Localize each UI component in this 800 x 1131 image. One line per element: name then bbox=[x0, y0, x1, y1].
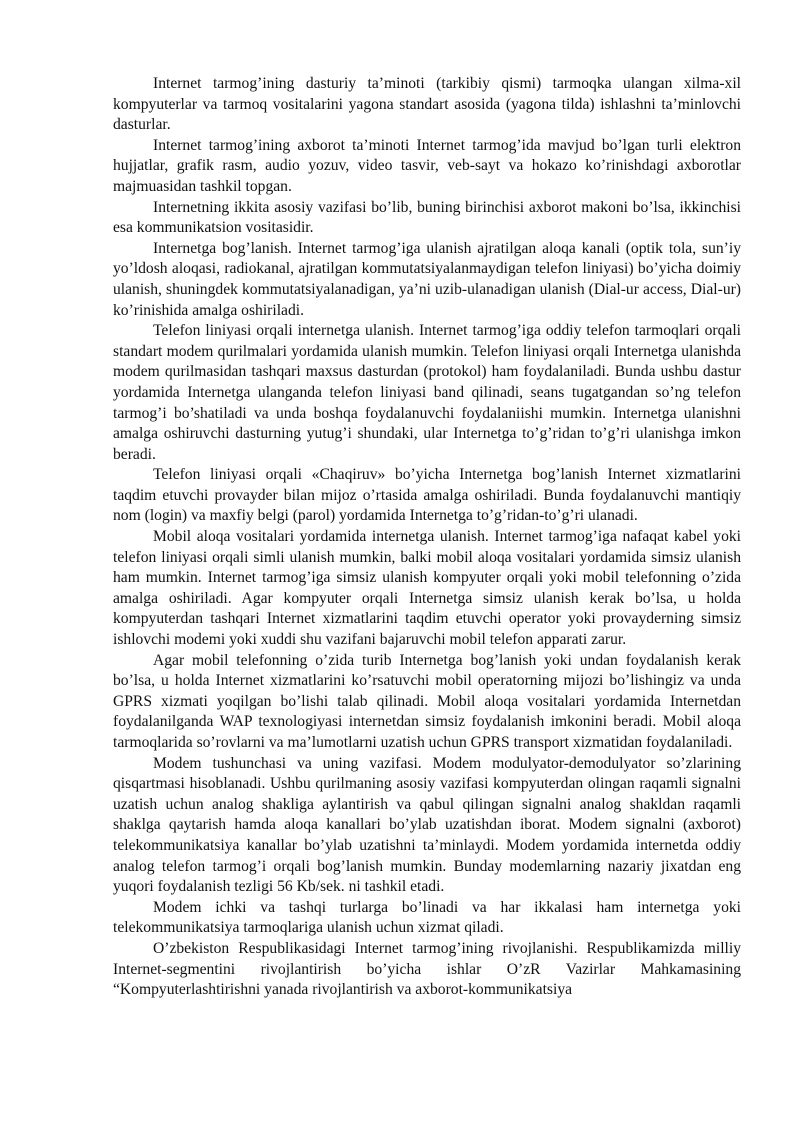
paragraph: Mobil aloqa vositalari yordamida internetga ulanish. Internet tarmog’iga nafaqat kabel yoki telefon liniyasi orqali simli ulanish mumkin, balki mobil aloqa vositalari yordamida simsiz ulanish ham mumkin. Internet tarmog’iga simsiz ulanish kompyuter orqali yoki mobil telefonning o’zida amalga oshiriladi. Agar kompyuter orqali Internetga simsiz ulanish kerak bo’lsa, u holda kompyuterdan tashqari Internet xizmatlarini taqdim etuvchi operator yoki provayderning simsiz ishlovchi modemi yoki xuddi shu vazifani bajaruvchi mobil telefon apparati zarur. bbox=[113, 528, 741, 649]
paragraph: Modem ichki va tashqi turlarga bo’linadi va har ikkalasi ham internetga yoki telekommunikatsiya tarmoqlariga ulanish uchun xizmat qiladi. bbox=[113, 898, 741, 937]
paragraph: Modem tushunchasi va uning vazifasi. Modem modulyator-demodulyator so’zlarining qisqartmasi hisoblanadi. Ushbu qurilmaning asosiy vazifasi kompyuterdan olingan raqamli signalni uzatish uchun analog shakliga aylantirish va qabul qilingan signalni analog shakldan raqamli shaklga qaytarish hamda aloqa kanallari bo’ylab uzatishdan iborat. Modem signalni (axborot) telekommunikatsiya kanallar bo’ylab uzatishni ta’minlaydi. Modem yordamida internetda oddiy analog telefon tarmog’i orqali bog’lanish mumkin. Bunday modemlarning nazariy jixatdan eng yuqori foydalanish tezligi 56 Kb/sek. ni tashkil etadi. bbox=[113, 754, 741, 896]
paragraph: Agar mobil telefonning o’zida turib Internetga bog’lanish yoki undan foydalanish kerak bo’lsa, u holda Internet xizmatlarini ko’rsatuvchi mobil operatorning mijozi bo’lishingiz va unda GPRS xizmati yoqilgan bo’lishi talab qilinadi. Mobil aloqa vositalari yordamida Internetdan foydalanilganda WAP texnologiyasi internetdan simsiz foydalanish imkonini beradi. Mobil aloqa tarmoqlarida so’rovlarni va ma’lumotlarni uzatish uchun GPRS transport xizmatidan foydalaniladi. bbox=[113, 651, 741, 751]
paragraph: Internetga bog’lanish. Internet tarmog’iga ulanish ajratilgan aloqa kanali (optik tola, sun’iy yo’ldosh aloqasi, radiokanal, ajratilgan kommutatsiyalanmaydigan telefon liniyasi) bo’yicha doimiy ulanish, shuningdek kommutatsiyalanadigan, ya’ni uzib-ulanadigan ulanish (Dial-ur access, Dial-ur) ko’rinishida amalga oshiriladi. bbox=[113, 239, 741, 319]
paragraph: Internetning ikkita asosiy vazifasi bo’lib, buning birinchisi axborot makoni bo’lsa, ikkinchisi esa kommunikatsion vositasidir. bbox=[113, 198, 741, 237]
document-page bbox=[113, 74, 741, 1001]
paragraph: Telefon liniyasi orqali «Chaqiruv» bo’yicha Internetga bog’lanish Internet xizmatlarini taqdim etuvchi provayder bilan mijoz o’rtasida amalga oshiriladi. Bunda foydalanuvchi mantiqiy nom (login) va maxfiy belgi (parol) yordamida Internetga to’g’ridan-to’g’ri ulanadi. bbox=[113, 466, 741, 525]
paragraph: Telefon liniyasi orqali internetga ulanish. Internet tarmog’iga oddiy telefon tarmoqlari orqali standart modem qurilmalari yordamida ulanish mumkin. Telefon liniyasi orqali Internetga ulanishda modem qurilmasidan tashqari maxsus dasturdan (protokol) ham foydalaniladi. Bunda ushbu dastur yordamida Internetga ulanganda telefon liniyasi band qilinadi, seans tugatgandan so’ng telefon tarmog’i bo’shatiladi va unda boshqa foydalanuvchi foydalaniishi mumkin. Internetga ulanishni amalga oshiruvchi dasturning yutug’i shundaki, ular Internetga to’g’ridan to’g’ri ulanishga imkon beradi. bbox=[113, 322, 741, 463]
paragraph: O’zbekiston Respublikasidagi Internet tarmog’ining rivojlanishi. Respublikamizda milliy Internet-segmentini rivojlantirish bo’yicha ishlar O’zR Vazirlar Mahkamasining “Kompyuterlashtirishni yanada rivojlantirish va axborot-kommunikatsiya bbox=[113, 939, 741, 999]
paragraph: Internet tarmog’ining axborot ta’minoti Internet tarmog’ida mavjud bo’lgan turli elektron hujjatlar, grafik rasm, audio yozuv, video tasvir, veb-sayt va hokazo ko’rinishdagi axborotlar majmuasidan tashkil topgan. bbox=[113, 136, 741, 195]
paragraph: Internet tarmog’ining dasturiy ta’minoti (tarkibiy qismi) tarmoqka ulangan xilma-xil kompyuterlar va tarmoq vositalarini yagona standart asosida (yagona tilda) ishlashni ta’minlovchi dasturlar. bbox=[113, 75, 741, 134]
